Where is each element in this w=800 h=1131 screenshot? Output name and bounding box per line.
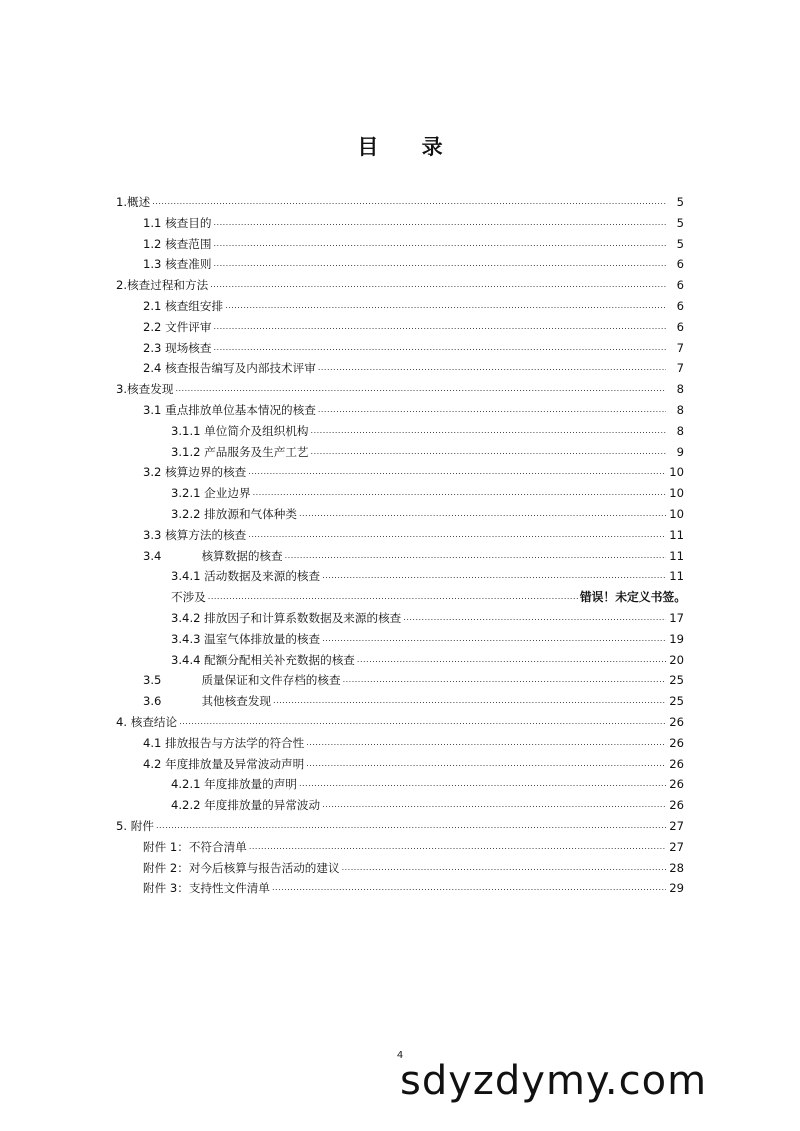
- toc-title: 目 录: [357, 134, 461, 159]
- toc-entry-label: 3.1.2 产品服务及生产工艺: [171, 444, 309, 459]
- toc-entry-label: 3.2.1 企业边界: [171, 486, 251, 501]
- toc-entry-text: 核算数据的核查: [201, 548, 283, 563]
- toc-page-number: 11: [669, 569, 684, 584]
- toc-page-number: 20: [669, 652, 684, 667]
- toc-page-number: 11: [669, 527, 684, 542]
- toc-entry[interactable]: [0, 629, 800, 650]
- toc-entry-number: 3.4: [143, 548, 162, 563]
- toc-entry-label: 3.4.1 活动数据及来源的核查: [171, 569, 321, 584]
- toc-entry[interactable]: [0, 858, 800, 879]
- toc-entry-label: 1.3 核查准则: [143, 257, 212, 272]
- toc-entry[interactable]: [0, 234, 800, 255]
- toc-page-number: 19: [669, 631, 684, 646]
- toc-entry-text: 质量保证和文件存档的核查: [201, 673, 341, 688]
- table-of-contents: [0, 192, 800, 899]
- toc-page-number: 7: [676, 361, 684, 376]
- toc-entry-label: 4.2.2 年度排放量的异常波动: [171, 798, 321, 813]
- toc-leader-dots: [248, 525, 666, 546]
- toc-page-number: 17: [669, 610, 684, 625]
- toc-page-number: 26: [669, 798, 684, 813]
- toc-entry[interactable]: [0, 587, 800, 608]
- toc-entry-label: 2.核查过程和方法: [116, 278, 209, 293]
- toc-entry[interactable]: [0, 400, 800, 421]
- toc-entry[interactable]: [0, 712, 800, 733]
- toc-leader-dots: [248, 462, 666, 483]
- toc-page-number: 29: [669, 881, 684, 896]
- toc-page-number: 6: [676, 298, 684, 313]
- toc-page-number: 10: [669, 465, 684, 480]
- toc-leader-dots: [273, 691, 666, 712]
- toc-entry-text: 其他核查发现: [201, 694, 272, 709]
- toc-entry[interactable]: [0, 254, 800, 275]
- toc-leader-dots: [311, 421, 666, 442]
- toc-entry[interactable]: [0, 504, 800, 525]
- toc-entry-label: 4.1 排放报告与方法学的符合性: [143, 735, 305, 750]
- toc-entry-label: 3.4.4 配额分配相关补充数据的核查: [171, 652, 355, 667]
- toc-entry-label: 3.2 核算边界的核查: [143, 465, 247, 480]
- toc-entry-label: 3.4.3 温室气体排放量的核查: [171, 631, 321, 646]
- toc-leader-dots: [253, 483, 666, 504]
- toc-error-message: 错误！未定义书签。: [579, 590, 686, 605]
- toc-entry-label: 3.3 核算方法的核查: [143, 527, 247, 542]
- toc-leader-dots: [175, 379, 666, 400]
- toc-page-number: 10: [669, 506, 684, 521]
- toc-entry[interactable]: [0, 213, 800, 234]
- toc-entry[interactable]: [0, 379, 800, 400]
- toc-entry[interactable]: [0, 442, 800, 463]
- toc-page-number: 26: [669, 777, 684, 792]
- toc-entry[interactable]: [0, 296, 800, 317]
- toc-entry-label: 2.1 核查组安排: [143, 298, 224, 313]
- toc-leader-dots: [210, 275, 666, 296]
- toc-page-number: 5: [676, 215, 684, 230]
- toc-entry[interactable]: [0, 525, 800, 546]
- toc-page-number: 6: [676, 319, 684, 334]
- toc-leader-dots: [357, 650, 666, 671]
- toc-entry-number: 3.5: [143, 673, 162, 688]
- toc-page-number: 5: [676, 195, 684, 209]
- toc-entry-label: 附件 3：支持性文件清单: [143, 881, 270, 896]
- toc-page-number: 27: [669, 839, 684, 854]
- toc-entry[interactable]: [0, 462, 800, 483]
- toc-entry-label: 5. 附件: [116, 818, 154, 833]
- toc-entry-label: 3.1.1 单位简介及组织机构: [171, 423, 309, 438]
- toc-entry[interactable]: [0, 192, 800, 213]
- toc-leader-dots: [225, 296, 666, 317]
- toc-entry[interactable]: [0, 358, 800, 379]
- toc-leader-dots: [214, 338, 667, 359]
- toc-page-number: 5: [676, 236, 684, 251]
- toc-leader-dots: [214, 254, 667, 275]
- toc-entry[interactable]: [0, 878, 800, 899]
- toc-entry[interactable]: [0, 670, 800, 691]
- toc-leader-dots: [272, 878, 666, 899]
- toc-page-number: 9: [676, 444, 684, 459]
- toc-entry-label: [143, 691, 271, 712]
- toc-entry[interactable]: [0, 546, 800, 567]
- toc-leader-dots: [342, 858, 666, 879]
- watermark-text: sdyzdymy.com: [400, 1058, 708, 1104]
- toc-leader-dots: [214, 234, 667, 255]
- toc-page-number: 25: [669, 694, 684, 709]
- toc-page-number: 6: [676, 278, 684, 293]
- toc-entry-label: 4. 核查结论: [116, 714, 178, 729]
- toc-entry-label: 附件 2：对今后核算与报告活动的建议: [143, 860, 340, 875]
- toc-entry-label: 2.2 文件评审: [143, 319, 212, 334]
- toc-entry[interactable]: [0, 421, 800, 442]
- toc-leader-dots: [214, 213, 667, 234]
- toc-entry[interactable]: [0, 650, 800, 671]
- toc-entry-label: 2.3 现场核查: [143, 340, 212, 355]
- toc-entry-label: 3.核查发现: [116, 382, 174, 397]
- toc-page-number: 8: [676, 402, 684, 417]
- toc-page-number: 27: [669, 818, 684, 833]
- toc-page-number: 10: [669, 486, 684, 501]
- toc-entry[interactable]: [0, 816, 800, 837]
- toc-page-number: 26: [669, 735, 684, 750]
- toc-entry-label: 3.1 重点排放单位基本情况的核查: [143, 402, 316, 417]
- toc-leader-dots: [306, 754, 666, 775]
- toc-leader-dots: [208, 587, 578, 608]
- toc-entry[interactable]: [0, 733, 800, 754]
- toc-entry-label: 1.2 核查范围: [143, 236, 212, 251]
- toc-page-number: 7: [676, 340, 684, 355]
- toc-leader-dots: [285, 546, 666, 567]
- toc-entry-label: 不涉及: [171, 590, 206, 605]
- toc-entry[interactable]: [0, 774, 800, 795]
- toc-leader-dots: [311, 442, 666, 463]
- toc-entry[interactable]: [0, 795, 800, 816]
- toc-entry-number: 3.6: [143, 694, 162, 709]
- toc-leader-dots: [306, 733, 666, 754]
- toc-leader-dots: [322, 566, 666, 587]
- toc-entry-label: 3.2.2 排放源和气体种类: [171, 506, 297, 521]
- toc-entry[interactable]: [0, 275, 800, 296]
- toc-leader-dots: [299, 774, 666, 795]
- toc-leader-dots: [343, 670, 666, 691]
- toc-leader-dots: [318, 400, 666, 421]
- toc-page-number: 6: [676, 257, 684, 272]
- toc-entry[interactable]: [0, 338, 800, 359]
- toc-entry[interactable]: [0, 483, 800, 504]
- toc-leader-dots: [322, 629, 666, 650]
- toc-entry[interactable]: [0, 317, 800, 338]
- toc-page-number: 11: [669, 548, 684, 563]
- toc-page-number: 8: [676, 423, 684, 438]
- toc-entry-label: 4.2.1 年度排放量的声明: [171, 777, 297, 792]
- toc-entry-label: 1.1 核查目的: [143, 215, 212, 230]
- toc-entry[interactable]: [0, 837, 800, 858]
- toc-page-number: 8: [676, 382, 684, 397]
- toc-leader-dots: [318, 358, 666, 379]
- toc-page-number: 26: [669, 756, 684, 771]
- toc-entry-label: 2.4 核查报告编写及内部技术评审: [143, 361, 316, 376]
- toc-entry-label: [143, 670, 341, 691]
- toc-leader-dots: [403, 608, 666, 629]
- toc-entry[interactable]: [0, 608, 800, 629]
- toc-leader-dots: [299, 504, 666, 525]
- toc-entry[interactable]: [0, 566, 800, 587]
- toc-entry[interactable]: [0, 754, 800, 775]
- toc-entry[interactable]: [0, 691, 800, 712]
- toc-leader-dots: [152, 192, 666, 213]
- toc-entry-label: 1.概述: [116, 195, 151, 209]
- page-number: 4: [396, 1050, 404, 1061]
- toc-entry-label: 3.4.2 排放因子和计算系数数据及来源的核查: [171, 610, 402, 625]
- toc-entry-label: 4.2 年度排放量及异常波动声明: [143, 756, 305, 771]
- toc-page-number: 25: [669, 673, 684, 688]
- toc-page-number: 26: [669, 714, 684, 729]
- toc-leader-dots: [322, 795, 666, 816]
- toc-leader-dots: [249, 837, 666, 858]
- toc-leader-dots: [214, 317, 667, 338]
- toc-entry-label: 附件 1：不符合清单: [143, 839, 247, 854]
- toc-leader-dots: [156, 816, 666, 837]
- toc-entry-label: [143, 546, 283, 567]
- toc-page-number: 28: [669, 860, 684, 875]
- toc-leader-dots: [179, 712, 666, 733]
